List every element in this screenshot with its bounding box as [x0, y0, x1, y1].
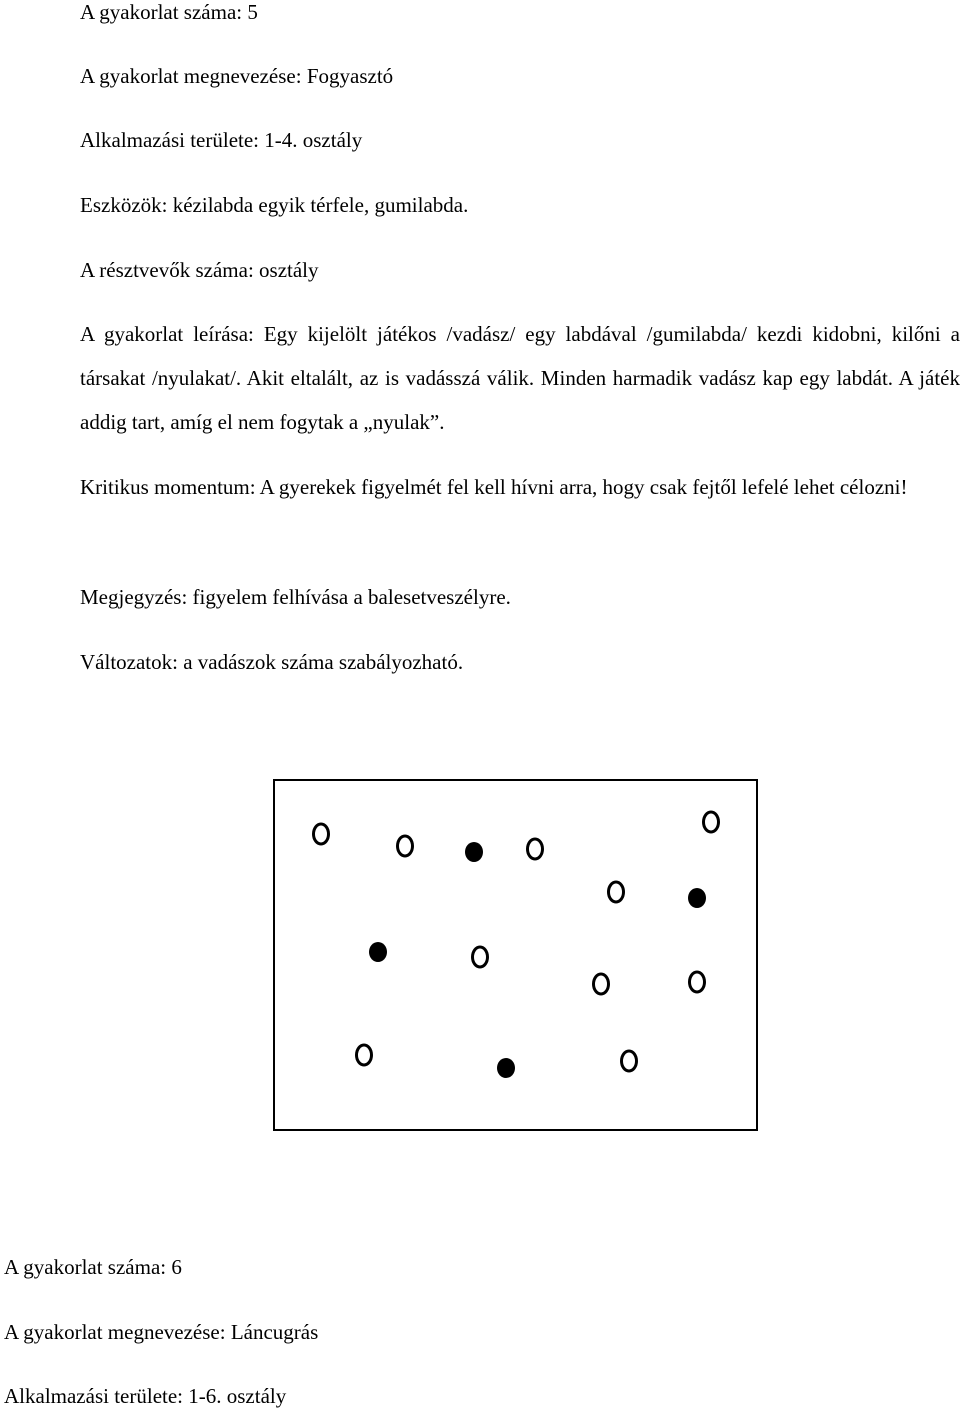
- field-svg: [275, 781, 756, 1129]
- hare-marker: [704, 812, 719, 832]
- hare-marker: [357, 1045, 372, 1065]
- description-text: A gyakorlat leírása: Egy kijelölt játékos /vadász/ egy labdával /gumilabda/ kezdi kidobni, kilőni a társakat /nyulakat/. Akit eltalált, az is vadásszá válik. Minden harmadik vadász kap egy labdát. A játék addig tart, amíg el nem fogytak a „nyulak”.: [80, 322, 960, 434]
- description-paragraph: [80, 312, 960, 444]
- note: Megjegyzés: figyelem felhívása a balesetveszélyre.: [80, 585, 511, 609]
- critical-paragraph: [80, 465, 960, 509]
- exercise-number: A gyakorlat száma: 5: [80, 0, 258, 24]
- hare-marker: [594, 974, 609, 994]
- tools: Eszközök: kézilabda egyik térfele, gumilabda.: [80, 193, 469, 217]
- exercise-name: A gyakorlat megnevezése: Láncugrás: [4, 1320, 319, 1344]
- game-field-diagram: [273, 779, 758, 1131]
- critical-text: Kritikus momentum: A gyerekek figyelmét fel kell hívni arra, hogy csak fejtől lefelé lehet célozni!: [80, 475, 908, 499]
- hunter-marker: [465, 842, 483, 862]
- application-area: Alkalmazási területe: 1-6. osztály: [4, 1384, 287, 1408]
- variants: Változatok: a vadászok száma szabályozható.: [80, 650, 464, 674]
- exercise-name: A gyakorlat megnevezése: Fogyasztó: [80, 64, 394, 88]
- hare-marker: [314, 824, 329, 844]
- hunter-marker: [688, 888, 706, 908]
- hare-marker: [622, 1051, 637, 1071]
- hare-marker: [473, 947, 488, 967]
- hunter-marker: [497, 1058, 515, 1078]
- hunter-marker: [369, 942, 387, 962]
- hare-marker: [609, 882, 624, 902]
- application-area: Alkalmazási területe: 1-4. osztály: [80, 128, 363, 152]
- participants: A résztvevők száma: osztály: [80, 258, 319, 282]
- hare-marker: [398, 836, 413, 856]
- hare-marker: [528, 839, 543, 859]
- hare-marker: [690, 972, 705, 992]
- exercise-number: A gyakorlat száma: 6: [4, 1255, 182, 1279]
